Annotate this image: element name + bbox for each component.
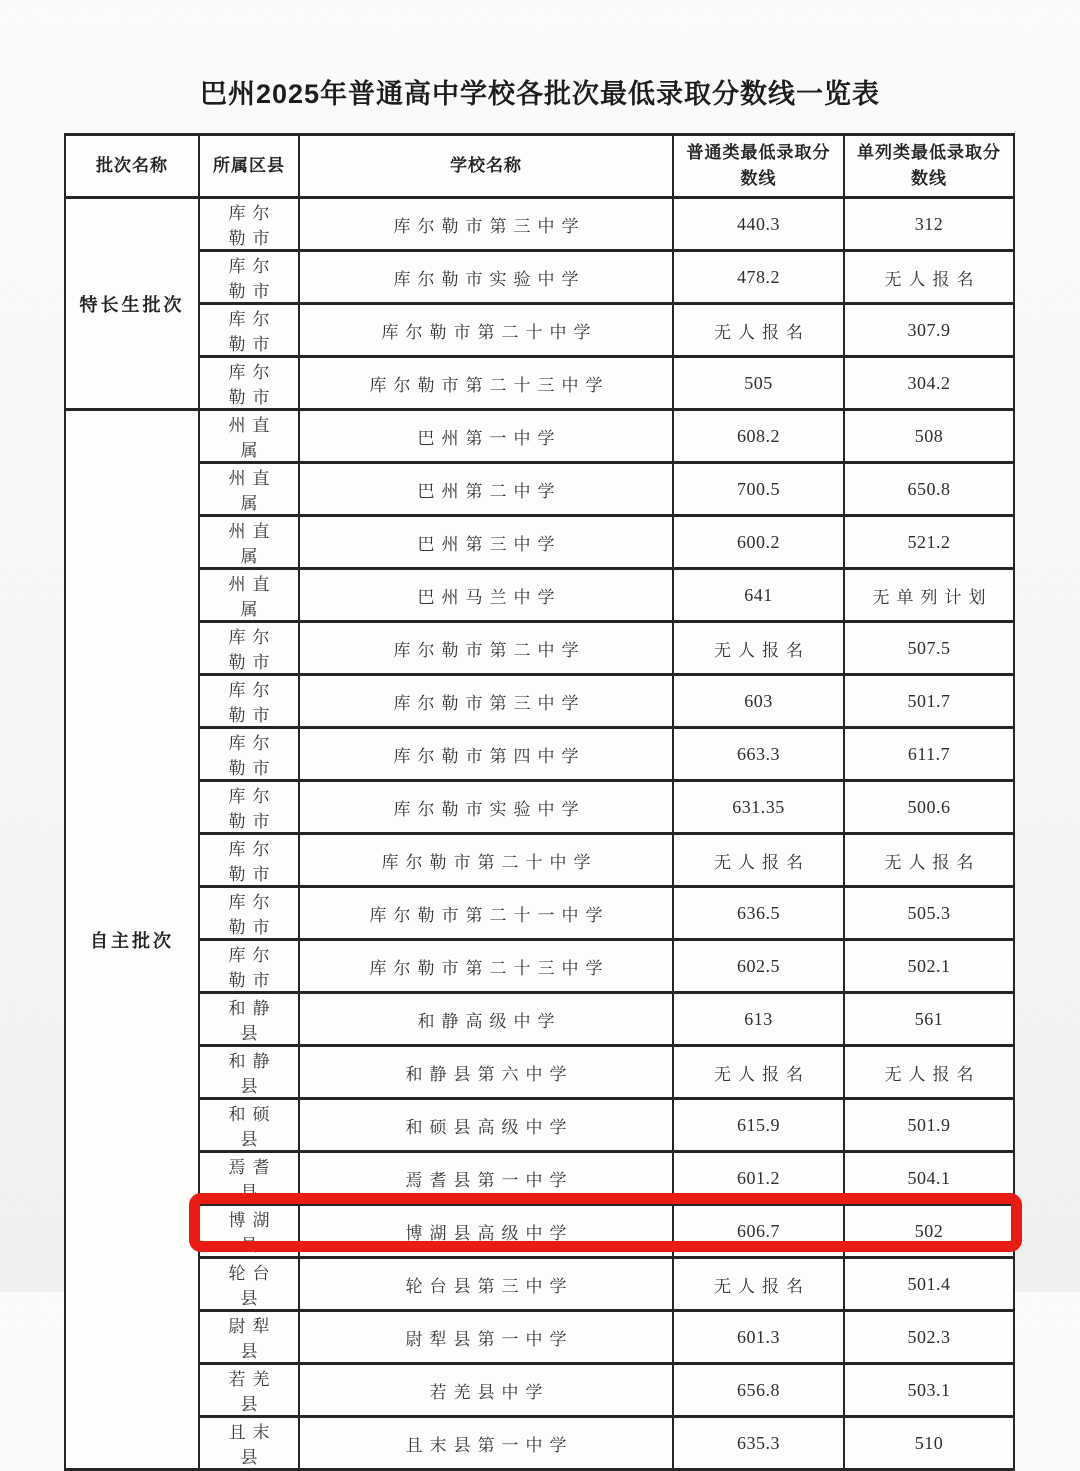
district-cell: 州直属 bbox=[199, 410, 299, 463]
general-score-cell: 440.3 bbox=[673, 198, 844, 251]
district-cell: 库尔勒市 bbox=[199, 251, 299, 304]
school-cell: 轮台县第三中学 bbox=[299, 1258, 673, 1311]
district-cell: 且末县 bbox=[199, 1417, 299, 1470]
page-title: 巴州2025年普通高中学校各批次最低录取分数线一览表 bbox=[199, 79, 881, 109]
school-cell: 博湖县高级中学 bbox=[299, 1205, 673, 1258]
general-score-cell: 636.5 bbox=[673, 887, 844, 940]
table-row bbox=[65, 728, 1014, 781]
table-row bbox=[65, 1099, 1014, 1152]
separate-score-cell: 504.1 bbox=[844, 1152, 1014, 1205]
school-cell: 库尔勒市第二十中学 bbox=[299, 304, 673, 357]
header-general-min-score: 普通类最低录取分数线 bbox=[673, 135, 844, 198]
table-row bbox=[65, 251, 1014, 304]
table-row bbox=[65, 1152, 1014, 1205]
general-score-cell: 601.3 bbox=[673, 1311, 844, 1364]
table-header bbox=[65, 135, 1014, 198]
separate-score-cell: 650.8 bbox=[844, 463, 1014, 516]
general-score-cell: 613 bbox=[673, 993, 844, 1046]
table-row bbox=[65, 675, 1014, 728]
general-score-cell: 600.2 bbox=[673, 516, 844, 569]
district-cell: 焉耆县 bbox=[199, 1152, 299, 1205]
separate-score-cell: 304.2 bbox=[844, 357, 1014, 410]
table-row bbox=[65, 940, 1014, 993]
district-cell: 和硕县 bbox=[199, 1099, 299, 1152]
separate-score-cell: 无单列计划 bbox=[844, 569, 1014, 622]
district-cell: 库尔勒市 bbox=[199, 834, 299, 887]
general-score-cell: 505 bbox=[673, 357, 844, 410]
district-cell: 库尔勒市 bbox=[199, 198, 299, 251]
school-cell: 库尔勒市实验中学 bbox=[299, 251, 673, 304]
district-cell: 州直属 bbox=[199, 516, 299, 569]
general-score-cell: 无人报名 bbox=[673, 1046, 844, 1099]
separate-score-cell: 无人报名 bbox=[844, 834, 1014, 887]
general-score-cell: 606.7 bbox=[673, 1205, 844, 1258]
table-row bbox=[65, 781, 1014, 834]
school-cell: 库尔勒市第四中学 bbox=[299, 728, 673, 781]
school-cell: 焉耆县第一中学 bbox=[299, 1152, 673, 1205]
general-score-cell: 602.5 bbox=[673, 940, 844, 993]
separate-score-cell: 503.1 bbox=[844, 1364, 1014, 1417]
separate-score-cell: 502.1 bbox=[844, 940, 1014, 993]
school-cell: 和静县第六中学 bbox=[299, 1046, 673, 1099]
table-row bbox=[65, 1205, 1014, 1258]
school-cell: 库尔勒市第三中学 bbox=[299, 198, 673, 251]
table-row bbox=[65, 622, 1014, 675]
district-cell: 博湖县 bbox=[199, 1205, 299, 1258]
separate-score-cell: 507.5 bbox=[844, 622, 1014, 675]
general-score-cell: 无人报名 bbox=[673, 834, 844, 887]
school-cell: 且末县第一中学 bbox=[299, 1417, 673, 1470]
general-score-cell: 无人报名 bbox=[673, 304, 844, 357]
table-row bbox=[65, 463, 1014, 516]
separate-score-cell: 312 bbox=[844, 198, 1014, 251]
separate-score-cell: 无人报名 bbox=[844, 251, 1014, 304]
table-row bbox=[65, 410, 1014, 463]
table-row bbox=[65, 993, 1014, 1046]
district-cell: 库尔勒市 bbox=[199, 781, 299, 834]
separate-score-cell: 521.2 bbox=[844, 516, 1014, 569]
district-cell: 轮台县 bbox=[199, 1258, 299, 1311]
table-row bbox=[65, 357, 1014, 410]
separate-score-cell: 561 bbox=[844, 993, 1014, 1046]
general-score-cell: 无人报名 bbox=[673, 1258, 844, 1311]
header-district: 所属区县 bbox=[199, 135, 299, 198]
school-cell: 和静高级中学 bbox=[299, 993, 673, 1046]
school-cell: 库尔勒市实验中学 bbox=[299, 781, 673, 834]
district-cell: 州直属 bbox=[199, 463, 299, 516]
table-row bbox=[65, 304, 1014, 357]
general-score-cell: 603 bbox=[673, 675, 844, 728]
table-row bbox=[65, 1046, 1014, 1099]
separate-score-cell: 502 bbox=[844, 1205, 1014, 1258]
header-row bbox=[65, 135, 1014, 198]
general-score-cell: 641 bbox=[673, 569, 844, 622]
table-row bbox=[65, 569, 1014, 622]
table-body bbox=[65, 198, 1014, 1470]
table-row bbox=[65, 1258, 1014, 1311]
general-score-cell: 615.9 bbox=[673, 1099, 844, 1152]
table-row bbox=[65, 516, 1014, 569]
batch-cell: 自主批次 bbox=[65, 410, 199, 1470]
district-cell: 和静县 bbox=[199, 993, 299, 1046]
separate-score-cell: 501.4 bbox=[844, 1258, 1014, 1311]
district-cell: 库尔勒市 bbox=[199, 940, 299, 993]
separate-score-cell: 508 bbox=[844, 410, 1014, 463]
general-score-cell: 663.3 bbox=[673, 728, 844, 781]
district-cell: 库尔勒市 bbox=[199, 622, 299, 675]
separate-score-cell: 500.6 bbox=[844, 781, 1014, 834]
separate-score-cell: 307.9 bbox=[844, 304, 1014, 357]
school-cell: 巴州第三中学 bbox=[299, 516, 673, 569]
separate-score-cell: 611.7 bbox=[844, 728, 1014, 781]
district-cell: 尉犁县 bbox=[199, 1311, 299, 1364]
general-score-cell: 无人报名 bbox=[673, 622, 844, 675]
table-row bbox=[65, 887, 1014, 940]
school-cell: 巴州马兰中学 bbox=[299, 569, 673, 622]
separate-score-cell: 501.9 bbox=[844, 1099, 1014, 1152]
separate-score-cell: 510 bbox=[844, 1417, 1014, 1470]
table-row-highlighted bbox=[65, 1364, 1014, 1417]
general-score-cell: 608.2 bbox=[673, 410, 844, 463]
district-cell: 州直属 bbox=[199, 569, 299, 622]
school-cell: 库尔勒市第三中学 bbox=[299, 675, 673, 728]
district-cell: 库尔勒市 bbox=[199, 887, 299, 940]
header-school-name: 学校名称 bbox=[299, 135, 673, 198]
school-cell: 巴州第一中学 bbox=[299, 410, 673, 463]
table-row bbox=[65, 198, 1014, 251]
school-cell: 库尔勒市第二十中学 bbox=[299, 834, 673, 887]
table-row bbox=[65, 1311, 1014, 1364]
district-cell: 若羌县 bbox=[199, 1364, 299, 1417]
separate-score-cell: 505.3 bbox=[844, 887, 1014, 940]
table-row bbox=[65, 834, 1014, 887]
school-cell: 尉犁县第一中学 bbox=[299, 1311, 673, 1364]
school-cell: 库尔勒市第二十三中学 bbox=[299, 357, 673, 410]
school-cell: 若羌县中学 bbox=[299, 1364, 673, 1417]
general-score-cell: 601.2 bbox=[673, 1152, 844, 1205]
school-cell: 和硕县高级中学 bbox=[299, 1099, 673, 1152]
separate-score-cell: 502.3 bbox=[844, 1311, 1014, 1364]
district-cell: 库尔勒市 bbox=[199, 357, 299, 410]
header-separate-min-score: 单列类最低录取分数线 bbox=[844, 135, 1014, 198]
general-score-cell: 656.8 bbox=[673, 1364, 844, 1417]
general-score-cell: 631.35 bbox=[673, 781, 844, 834]
batch-cell: 特长生批次 bbox=[65, 198, 199, 410]
school-cell: 库尔勒市第二中学 bbox=[299, 622, 673, 675]
separate-score-cell: 无人报名 bbox=[844, 1046, 1014, 1099]
district-cell: 库尔勒市 bbox=[199, 675, 299, 728]
district-cell: 和静县 bbox=[199, 1046, 299, 1099]
header-batch-name: 批次名称 bbox=[65, 135, 199, 198]
school-cell: 库尔勒市第二十三中学 bbox=[299, 940, 673, 993]
school-cell: 库尔勒市第二十一中学 bbox=[299, 887, 673, 940]
general-score-cell: 478.2 bbox=[673, 251, 844, 304]
score-table bbox=[64, 133, 1015, 1471]
table-row bbox=[65, 1417, 1014, 1470]
separate-score-cell: 501.7 bbox=[844, 675, 1014, 728]
school-cell: 巴州第二中学 bbox=[299, 463, 673, 516]
district-cell: 库尔勒市 bbox=[199, 304, 299, 357]
district-cell: 库尔勒市 bbox=[199, 728, 299, 781]
general-score-cell: 700.5 bbox=[673, 463, 844, 516]
general-score-cell: 635.3 bbox=[673, 1417, 844, 1470]
